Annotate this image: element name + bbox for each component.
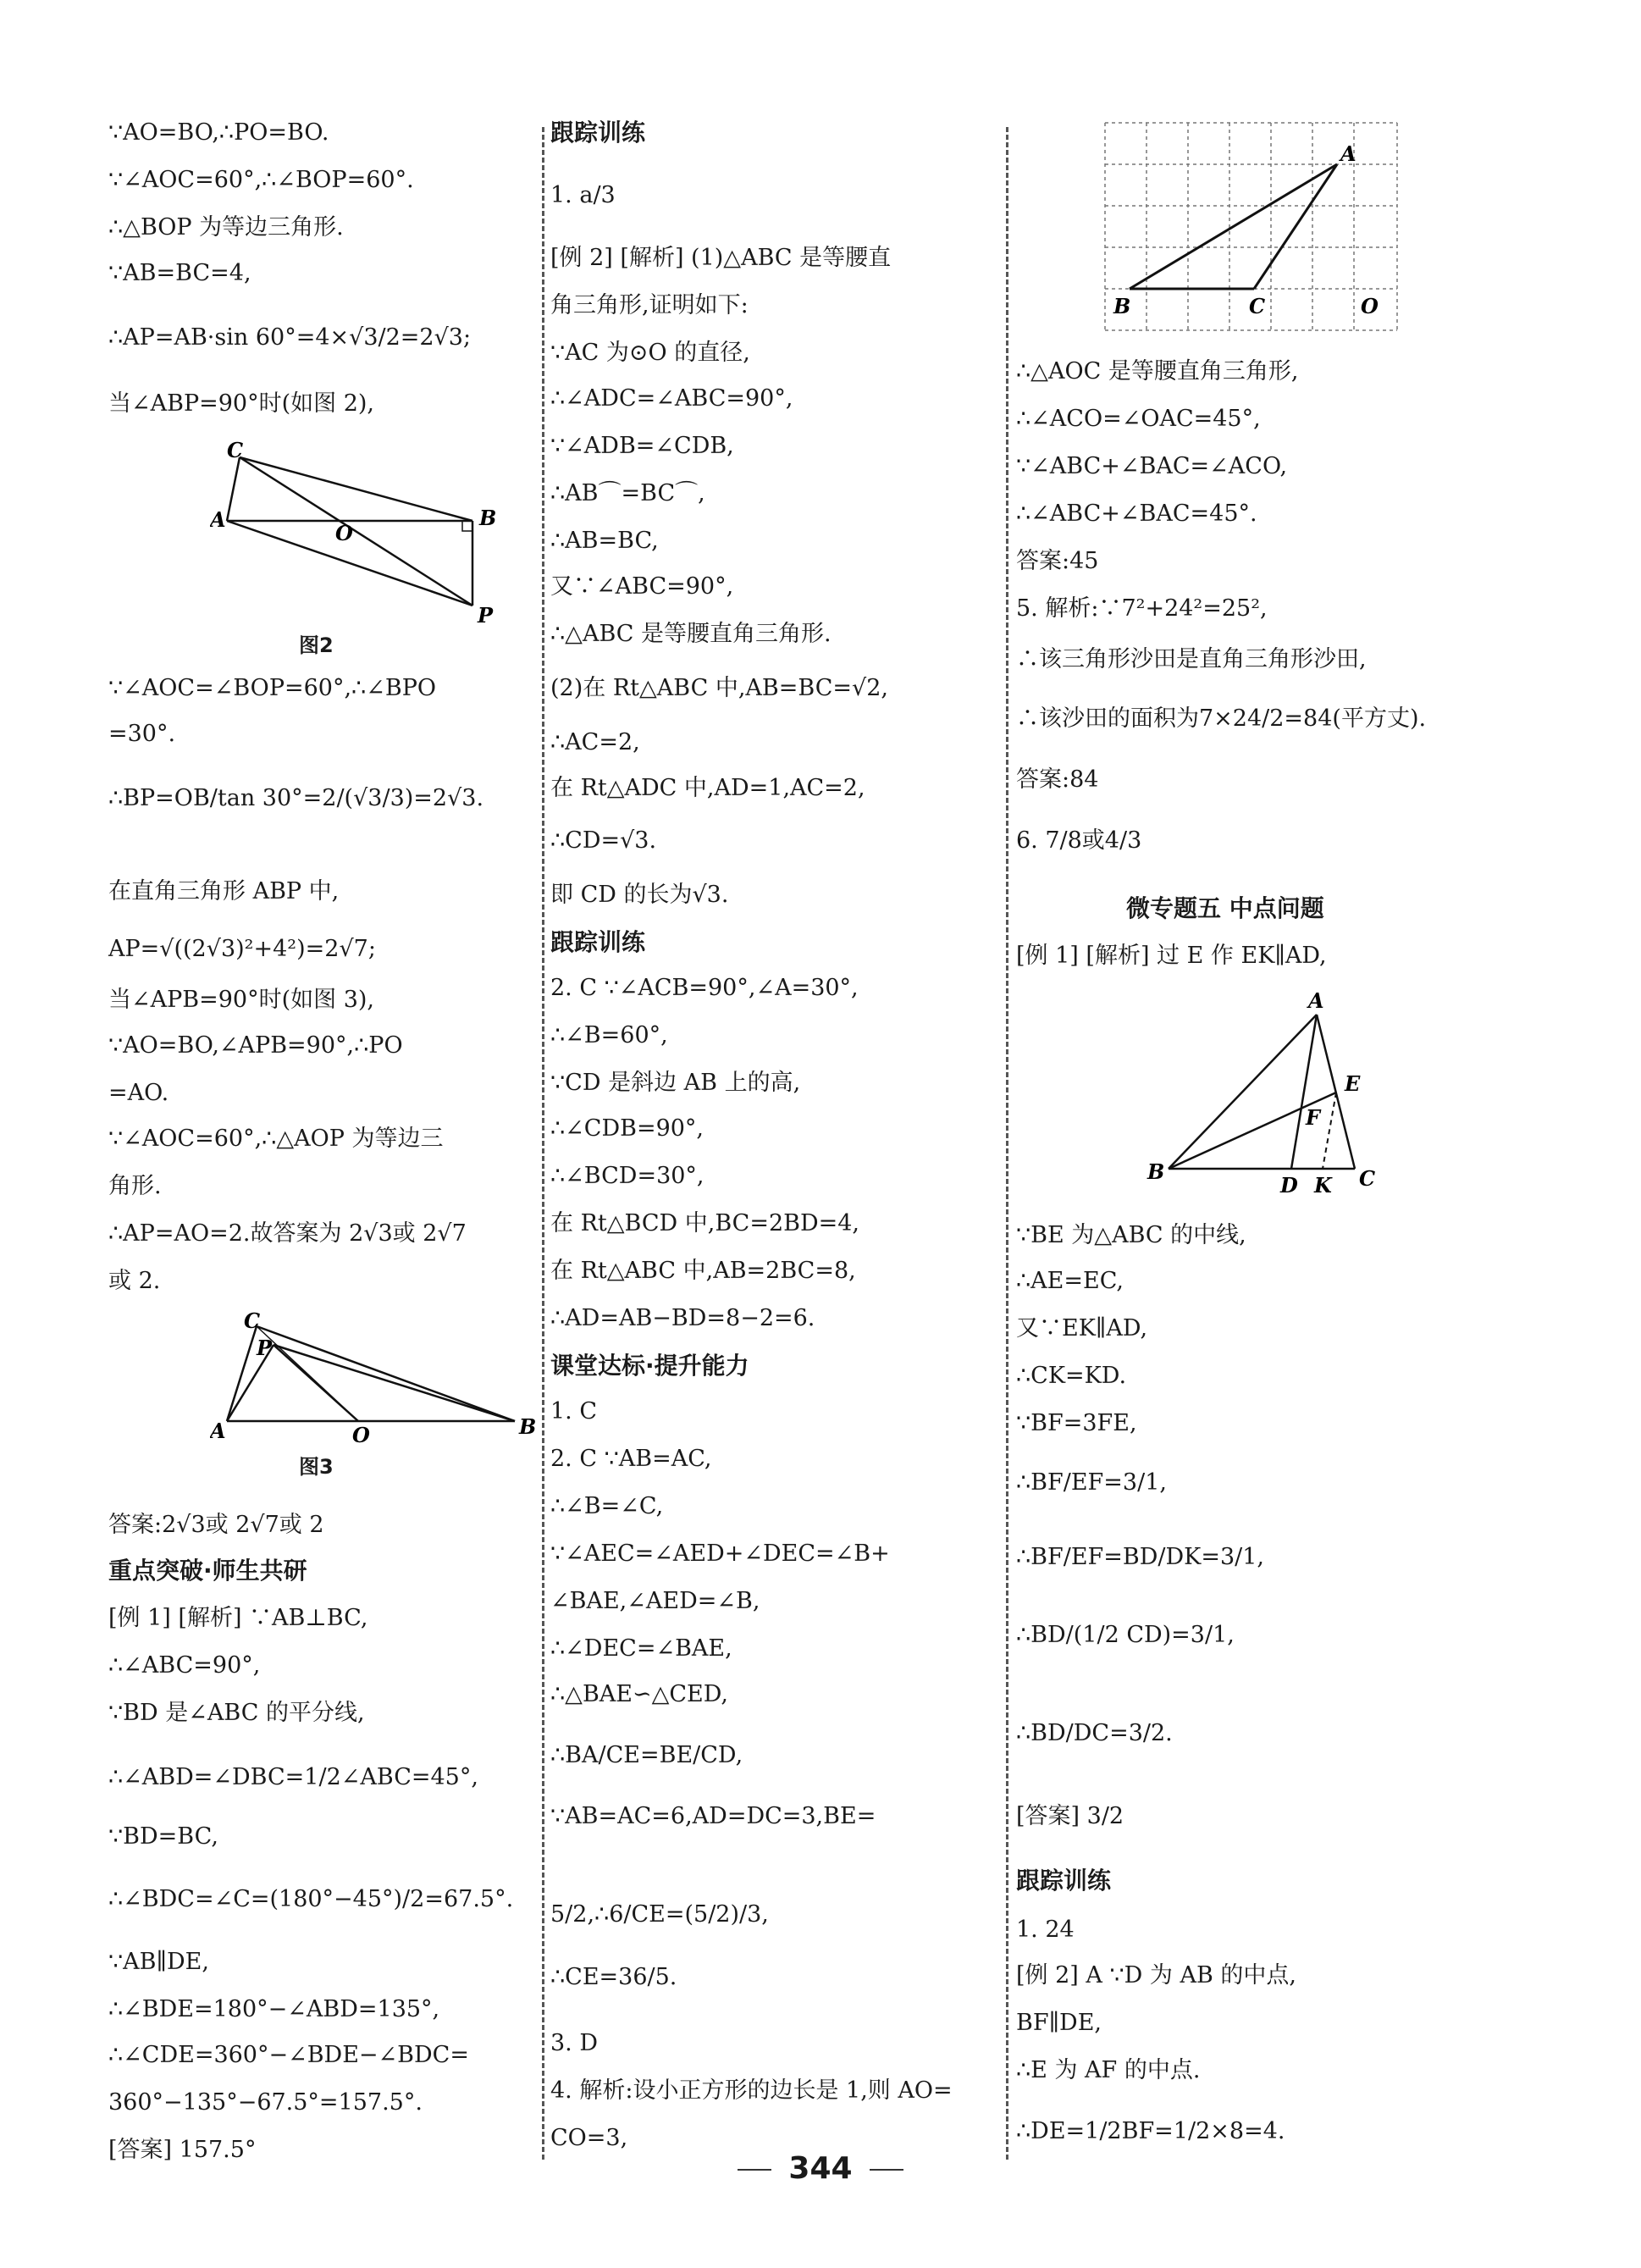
text-line: ∴AP=AO=2.故答案为 2√3或 2√7	[108, 1220, 467, 1247]
text-line: ∴∠B=∠C,	[550, 1493, 664, 1519]
text-line: ∵BE 为△ABC 的中线,	[1016, 1222, 1246, 1248]
text-line: ∴∠DEC=∠BAE,	[550, 1635, 732, 1662]
text-line: 当∠ABP=90°时(如图 2),	[108, 390, 375, 417]
text-line: ∴BA/CE=BE/CD,	[550, 1742, 743, 1768]
text-line: ∵∠ABC+∠BAC=∠ACO,	[1016, 453, 1288, 479]
text-line: 在 Rt△ADC 中,AD=1,AC=2,	[550, 775, 865, 801]
label-a: A	[210, 507, 226, 532]
label-c: C	[1359, 1166, 1376, 1191]
text-line: ∴△AOC 是等腰直角三角形,	[1016, 358, 1299, 384]
text-line: 角三角形,证明如下:	[550, 292, 749, 318]
page-number-dash-right	[870, 2169, 903, 2171]
label-f: F	[1306, 1105, 1321, 1130]
text-line: 即 CD 的长为√3.	[550, 882, 729, 908]
label-p: P	[478, 603, 494, 627]
label-b: B	[1113, 294, 1131, 318]
text-line: 又∵EK∥AD,	[1016, 1315, 1148, 1341]
text-line: [例 2] A ∵D 为 AB 的中点,	[1016, 1962, 1296, 1989]
text-line: ∴∠ABD=∠DBC=1/2∠ABC=45°,	[108, 1764, 478, 1790]
text-line: AP=√((2√3)²+4²)=2√7;	[108, 936, 376, 962]
text-line: ∵∠AOC=60°,∴∠BOP=60°.	[108, 167, 414, 193]
text-line: ∴∠BCD=30°,	[550, 1163, 704, 1189]
text-line: 在 Rt△BCD 中,BC=2BD=4,	[550, 1210, 860, 1236]
text-line: ∴CK=KD.	[1016, 1363, 1127, 1389]
label-p: P	[257, 1336, 273, 1360]
text-line: ∵AC 为⊙O 的直径,	[550, 340, 750, 366]
text-line: 360°−135°−67.5°=157.5°.	[108, 2089, 423, 2116]
section-heading: 跟踪训练	[1016, 1867, 1112, 1895]
text-line: ∵AB=AC=6,AD=DC=3,BE=	[550, 1803, 876, 1829]
text-line: ∴AE=EC,	[1016, 1268, 1124, 1294]
text-line: 3. D	[550, 2030, 598, 2056]
text-line: ∵BF=3FE,	[1016, 1410, 1137, 1436]
answer-line: 答案:45	[1016, 548, 1099, 574]
section-heading: 重点突破·师生共研	[108, 1557, 307, 1585]
text-line: 6. 7/8或4/3	[1016, 827, 1142, 854]
text-line: ∴AB=BC,	[550, 528, 659, 554]
figure-3-caption: 图3	[299, 1455, 334, 1479]
text-line: ∵AO=BO,∠APB=90°,∴PO	[108, 1032, 403, 1059]
midpoint-triangle-diagram	[1143, 991, 1414, 1203]
text-line: ∴∠BDC=∠C=(180°−45°)/2=67.5°.	[108, 1886, 514, 1912]
text-line: ∴∠CDB=90°,	[550, 1115, 704, 1142]
text-line: ∵AO=BO,∴PO=BO.	[108, 119, 329, 146]
answer-line: 答案:84	[1016, 766, 1099, 793]
text-line: ∵AB∥DE,	[108, 1949, 209, 1975]
text-line: ∴∠ABC+∠BAC=45°.	[1016, 501, 1257, 527]
text-line: ∴BD/(1/2 CD)=3/1,	[1016, 1622, 1235, 1648]
label-a: A	[1308, 991, 1324, 1013]
label-o: O	[1361, 294, 1379, 318]
text-line: 2. C ∵AB=AC,	[550, 1446, 712, 1472]
label-o: O	[352, 1423, 370, 1447]
text-line: ∴BF/EF=3/1,	[1016, 1469, 1167, 1496]
text-line: ∵∠AOC=60°,∴△AOP 为等边三	[108, 1126, 444, 1152]
label-d: D	[1280, 1173, 1298, 1198]
text-line: ∠BAE,∠AED=∠B,	[550, 1588, 760, 1614]
section-heading: 跟踪训练	[550, 119, 646, 147]
text-line: ∴△BAE∽△CED,	[550, 1681, 729, 1707]
text-line: ∴BD/DC=3/2.	[1016, 1720, 1173, 1746]
label-c: C	[1249, 294, 1266, 318]
text-line: 在 Rt△ABC 中,AB=2BC=8,	[550, 1258, 856, 1284]
text-line: ∴BF/EF=BD/DK=3/1,	[1016, 1544, 1264, 1570]
text-line: 5. 解析:∵7²+24²=25²,	[1016, 595, 1268, 622]
text-line: CO=3,	[550, 2125, 628, 2151]
text-line: ∴AB⌒=BC⌒,	[550, 480, 705, 506]
text-line: ∴BP=OB/tan 30°=2/(√3/3)=2√3.	[108, 785, 484, 811]
text-line: 4. 解析:设小正方形的边长是 1,则 AO=	[550, 2077, 953, 2104]
label-c: C	[244, 1311, 261, 1333]
text-line: (2)在 Rt△ABC 中,AB=BC=√2,	[550, 675, 888, 701]
text-line: ∴∠ADC=∠ABC=90°,	[550, 385, 793, 412]
section-heading: 微专题五 中点问题	[1126, 894, 1324, 922]
text-line: ∵CD 是斜边 AB 上的高,	[550, 1070, 801, 1096]
label-k: K	[1314, 1173, 1332, 1198]
section-heading: 跟踪训练	[550, 928, 646, 956]
page-number-value: 344	[788, 2151, 853, 2186]
text-line: ∴△BOP 为等边三角形.	[108, 214, 344, 241]
text-line: ∴△ABC 是等腰直角三角形.	[550, 621, 832, 647]
text-line: ∴CE=36/5.	[550, 1964, 677, 1990]
text-line: ∵∠ADB=∠CDB,	[550, 433, 734, 459]
text-line: 又∵∠ABC=90°,	[550, 573, 734, 600]
text-line: 在直角三角形 ABP 中,	[108, 878, 340, 904]
section-heading: 课堂达标·提升能力	[550, 1352, 749, 1380]
column-divider-left	[542, 127, 544, 2160]
text-line: =30°.	[108, 721, 176, 747]
text-line: ∵BD=BC,	[108, 1823, 218, 1850]
label-b: B	[1147, 1159, 1165, 1184]
text-line: ∴E 为 AF 的中点.	[1016, 2057, 1201, 2083]
text-line: ∴AC=2,	[550, 729, 640, 755]
answer-line: [答案] 157.5°	[108, 2137, 257, 2163]
text-line: 当∠APB=90°时(如图 3),	[108, 987, 375, 1013]
text-line: [例 1] [解析] ∵AB⊥BC,	[108, 1605, 368, 1631]
label-c: C	[227, 438, 244, 462]
text-line: 1. 24	[1016, 1917, 1075, 1943]
label-o: O	[335, 521, 353, 545]
answer-line: [答案] 3/2	[1016, 1803, 1124, 1829]
text-line: ∴AD=AB−BD=8−2=6.	[550, 1305, 815, 1331]
column-divider-right	[1006, 127, 1008, 2160]
text-line: ∴∠CDE=360°−∠BDE−∠BDC=	[108, 2042, 469, 2068]
figure-2-caption: 图2	[299, 633, 334, 657]
text-line: 2. C ∵∠ACB=90°,∠A=30°,	[550, 975, 859, 1001]
text-line: ∵AB=BC=4,	[108, 260, 251, 286]
text-line: ∵∠AOC=∠BOP=60°,∴∠BPO	[108, 675, 436, 701]
text-line: ∴该三角形沙田是直角三角形沙田,	[1016, 646, 1367, 672]
text-line: 1. C	[550, 1398, 598, 1424]
page-number	[0, 2151, 1641, 2186]
figure-3-diagram	[210, 1311, 549, 1447]
text-line: 1. a/3	[550, 182, 616, 208]
text-line: ∴DE=1/2BF=1/2×8=4.	[1016, 2118, 1285, 2144]
text-line: ∴该沙田的面积为7×24/2=84(平方丈).	[1016, 705, 1427, 732]
text-line: ∴AP=AB·sin 60°=4×√3/2=2√3;	[108, 324, 472, 351]
label-b: B	[479, 506, 497, 530]
figure-2-diagram	[210, 432, 515, 627]
label-a: A	[1340, 141, 1356, 166]
text-line: 5/2,∴6/CE=(5/2)/3,	[550, 1901, 769, 1928]
text-line: ∴CD=√3.	[550, 827, 657, 854]
label-b: B	[519, 1414, 537, 1439]
text-line: BF∥DE,	[1016, 2010, 1102, 2036]
text-line: [例 1] [解析] 过 E 作 EK∥AD,	[1016, 943, 1327, 969]
text-line: ∴∠ABC=90°,	[108, 1652, 261, 1679]
text-line: 角形.	[108, 1173, 162, 1199]
grid-triangle-diagram	[1097, 119, 1418, 339]
label-a: A	[210, 1419, 226, 1443]
text-line: ∴∠BDE=180°−∠ABD=135°,	[108, 1996, 440, 2022]
page-number-dash-left	[738, 2169, 771, 2171]
text-line: [例 2] [解析] (1)△ABC 是等腰直	[550, 245, 892, 271]
text-line: =AO.	[108, 1080, 169, 1106]
text-line: ∵BD 是∠ABC 的平分线,	[108, 1700, 365, 1726]
text-line: 或 2.	[108, 1268, 161, 1294]
answer-line: 答案:2√3或 2√7或 2	[108, 1512, 324, 1538]
text-line: ∴∠ACO=∠OAC=45°,	[1016, 406, 1261, 432]
text-line: ∴∠B=60°,	[550, 1022, 668, 1048]
text-line: ∵∠AEC=∠AED+∠DEC=∠B+	[550, 1541, 890, 1567]
label-e: E	[1345, 1071, 1361, 1096]
